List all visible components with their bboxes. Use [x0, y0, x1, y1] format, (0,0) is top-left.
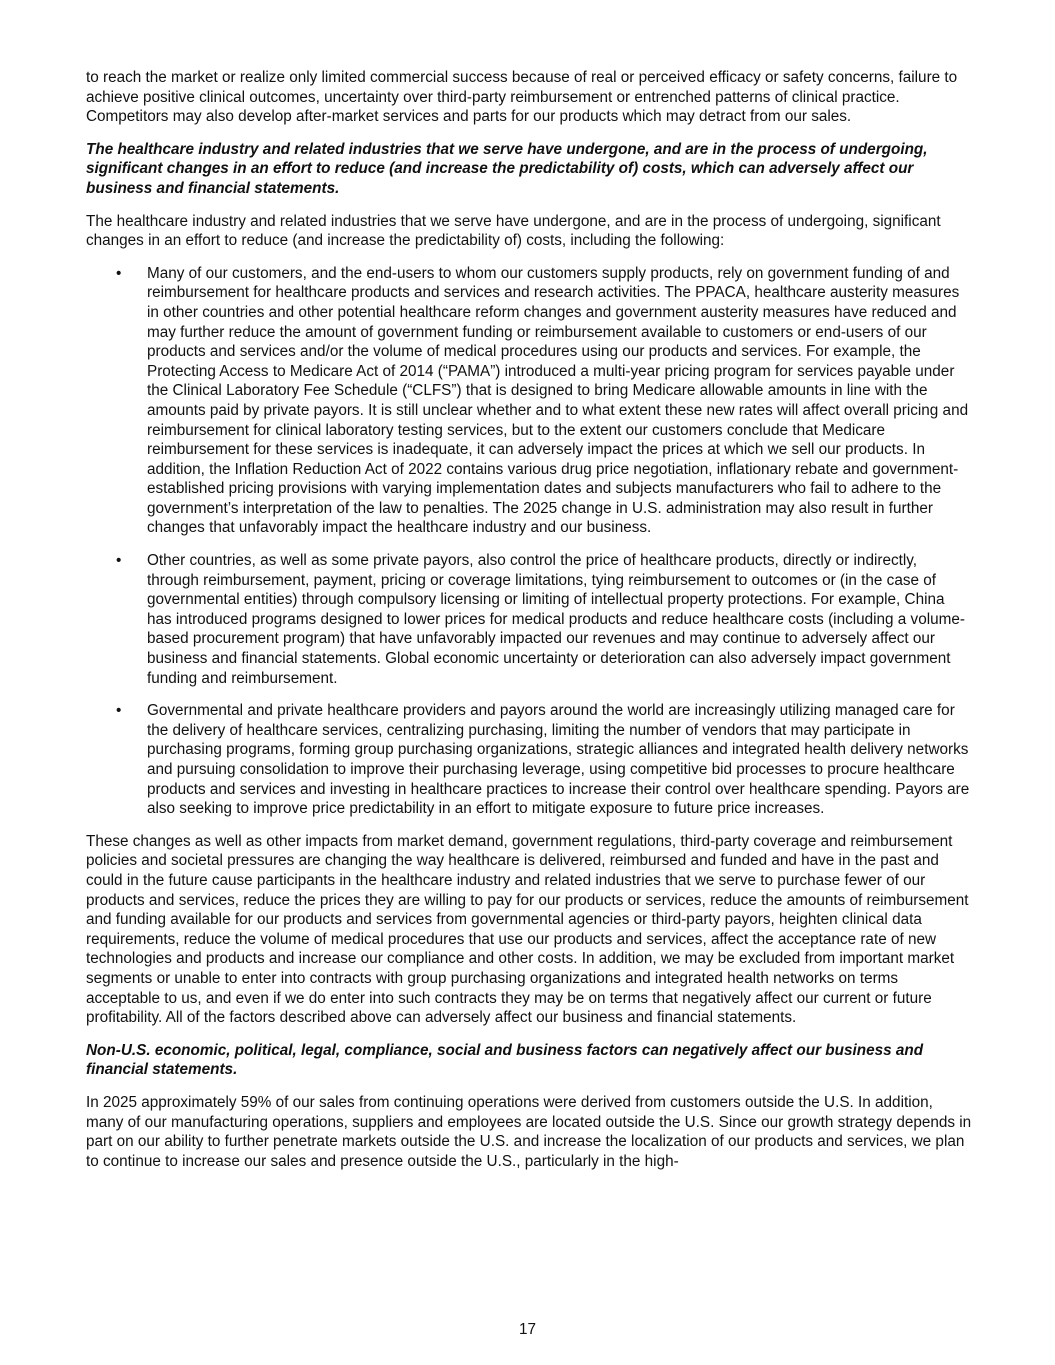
bullet-text: Other countries, as well as some private payors, also control the price of healthcare products, directly or indirectly, through reimbursement, payment, pricing or coverage limitations, tying reimbursement to outcomes or (in the case of governmental entities) through compulsory licensing or limiting of intellectual property protections. For example, China has introduced programs designed to lower prices for medical products and reduce healthcare costs (including a volume-based procurement program) that have unfavorably impacted our revenues and may continue to adversely affect our business and financial statements. Global economic uncertainty or deterioration can also adversely impact government funding and reimbursement.	[147, 552, 965, 687]
section-heading-non-us: Non-U.S. economic, political, legal, compliance, social and business factors can negatively affect our business and financial statements.	[86, 1041, 924, 1079]
bullet-text: Many of our customers, and the end-users to whom our customers supply products, rely on government funding of and reimbursement for healthcare products and services and research activities. The PPACA, healthcare austerity measures in other countries and other potential healthcare reform changes and government austerity measures have reduced and may further reduce the amount of government funding or reimbursement available to customers or end-users of our products and services and/or the volume of medical procedures using our products and services. For example, the Protecting Access to Medicare Act of 2014 (“PAMA”) introduced a multi-year pricing program for services payable under the Clinical Laboratory Fee Schedule (“CLFS”) that is designed to bring Medicare allowable amounts in line with the amounts paid by private payors. It is still unclear whether and to what extent these new rates will affect overall pricing and reimbursement for clinical laboratory testing services, but to the extent our customers conclude that Medicare reimbursement for these services is inadequate, it can adversely impact the prices at which we sell our products. In addition, the Inflation Reduction Act of 2022 contains various drug price negotiation, inflationary rebate and government-established pricing provisions with varying implementation dates and subjects manufacturers who fail to adhere to the government’s interpretation of the law to penalties. The 2025 change in U.S. administration may also result in further changes that unfavorably impact the healthcare industry and our business.	[147, 264, 969, 537]
bullet-icon: •	[116, 264, 122, 282]
page-number: 17	[518, 1321, 536, 1338]
bullet-icon: •	[116, 702, 122, 720]
section-heading-healthcare: The healthcare industry and related industries that we serve have undergone, and are in the process of undergoing, significant changes in an effort to reduce (and increase the predictability of) costs, which can adversely affect our business and financial statements.	[86, 140, 928, 197]
non-us-body-paragraph: In 2025 approximately 59% of our sales from continuing operations were derived from customers outside the U.S. In addition, many of our manufacturing operations, suppliers and employees are located outside the U.S. Since our growth strategy depends in part on our ability to further penetrate markets outside the U.S. and increase the localization of our products and services, we plan to continue to increase our sales and presence outside the U.S., particularly in the high-	[86, 1093, 972, 1170]
bullet-icon: •	[116, 552, 122, 570]
bullet-text: Governmental and private healthcare providers and payors around the world are increasingly utilizing managed care for the delivery of healthcare services, centralizing purchasing, limiting the number of vendors that may participate in purchasing programs, forming group purchasing organizations, strategic alliances and integrated health delivery networks and pursuing consolidation to improve their purchasing leverage, using competitive bid processes to procure healthcare products and services and investing in healthcare practices to increase their control over healthcare spending. Payors are also seeking to improve price predictability in an effort to mitigate exposure to future price increases.	[147, 702, 970, 818]
bullet-item	[86, 264, 972, 538]
bullet-item	[86, 551, 972, 688]
bullet-item	[86, 701, 972, 819]
intro-continuation-paragraph: to reach the market or realize only limited commercial success because of real or perceived efficacy or safety concerns, failure to achieve positive clinical outcomes, uncertainty over third-party reimbursement or entrenched patterns of clinical practice. Competitors may also develop after-market services and parts for our products which may detract from our sales.	[86, 69, 958, 126]
changes-summary-paragraph: These changes as well as other impacts from market demand, government regulations, third-party coverage and reimbursement policies and societal pressures are changing the way healthcare is delivered, reimbursed and funded and have in the past and could in the future cause participants in the healthcare industry and related industries that we serve to purchase fewer of our products and services, reduce the prices they are willing to pay for our products or services, reduce the amounts of reimbursement and funding available for our products and services from governmental agencies or third-party payors, heighten clinical data requirements, reduce the volume of medical procedures that use our products and services, affect the acceptance rate of new technologies and products and increase our compliance and other costs. In addition, we may be excluded from important market segments or unable to enter into contracts with group purchasing organizations and integrated health networks on terms acceptable to us, and even if we do enter into such contracts they may be on terms that negatively affect our current or future profitability. All of the factors described above can adversely affect our business and financial statements.	[86, 832, 969, 1027]
document-page	[86, 68, 972, 1184]
bullet-list	[86, 264, 972, 819]
healthcare-lead-paragraph: The healthcare industry and related industries that we serve have undergone, and are in the process of undergoing, significant changes in an effort to reduce (and increase the predictability of) costs, including the following:	[86, 212, 941, 250]
